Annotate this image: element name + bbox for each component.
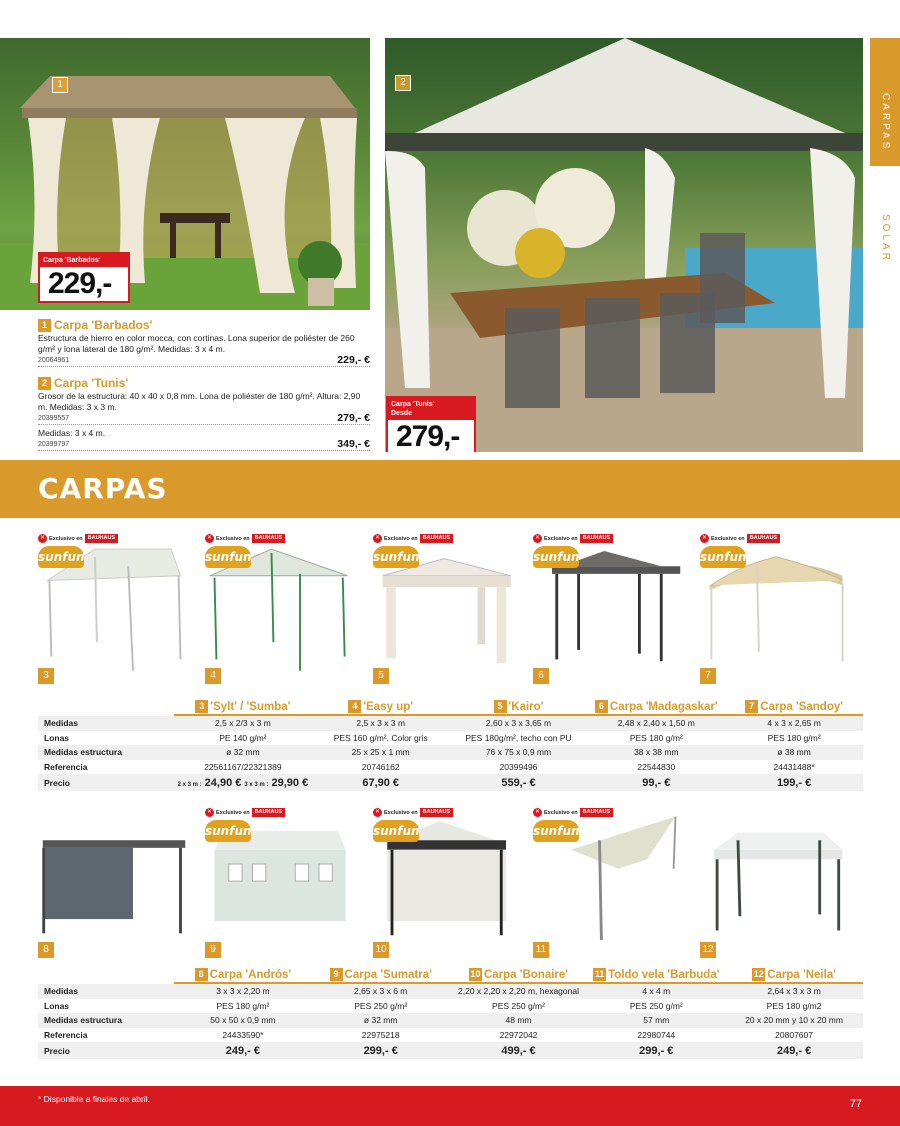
sunfun-logo: sunfun [205, 820, 251, 842]
table-cell: 20807607 [775, 1029, 813, 1040]
sunfun-logo: sunfun [700, 546, 746, 568]
sunfun-logo: sunfun [373, 546, 419, 568]
product-photo-tunis [385, 38, 863, 452]
table-cell: 48 mm [505, 1015, 532, 1026]
product-thumbnail-11 [533, 808, 685, 958]
column-name: Carpa 'Madagaskar' [609, 701, 718, 713]
column-name: Carpa 'Sumatra' [344, 969, 432, 981]
table-cell-price: 559,- € [501, 776, 536, 789]
row-label: Lonas [44, 732, 70, 743]
product-reference: 20399557 [38, 415, 70, 422]
thumbnail-number: 9 [205, 942, 221, 958]
column-title-4 [312, 698, 450, 716]
column-number: 9 [330, 968, 343, 981]
column-number: 8 [195, 968, 208, 981]
bauhaus-x-icon: ✕ [374, 809, 381, 815]
table-cell: 2,48 x 2,40 x 1,50 m [617, 718, 695, 729]
product-thumbnail-12 [700, 808, 852, 958]
column-title-7 [725, 698, 863, 716]
spec-table-1 [38, 698, 863, 791]
product-number: 1 [38, 319, 51, 332]
table-cell: PES 180g/m², techo con PU [465, 732, 572, 743]
product-reference: 20064961 [38, 357, 70, 364]
row-label: Lonas [44, 1000, 70, 1011]
table-cell-price: 199,- € [776, 776, 812, 789]
bauhaus-x-icon: ✕ [206, 809, 213, 815]
product-title [38, 376, 370, 391]
column-title-8 [174, 966, 312, 984]
sunfun-logo: sunfun [373, 820, 419, 842]
sunfun-logo: sunfun [533, 820, 579, 842]
column-name: 'Easy up' [363, 701, 413, 713]
table-cell: 22972042 [499, 1029, 538, 1040]
thumbnail-number: 6 [533, 668, 549, 684]
row-label: Medidas [44, 718, 79, 729]
column-title-11 [587, 966, 725, 984]
exclusive-text: Exclusivo en [544, 535, 578, 542]
product-thumbnail-4 [205, 534, 357, 684]
bauhaus-x-icon: ✕ [534, 535, 541, 541]
exclusive-badge [205, 808, 285, 817]
column-number: 4 [348, 700, 361, 713]
row-label: Referencia [44, 1029, 88, 1040]
spec-header-blank [38, 966, 174, 984]
table-cell: PES 160 g/m². Color gris [333, 732, 428, 743]
exclusive-text: Exclusivo en [384, 809, 418, 816]
spec-row-referencia [38, 760, 863, 775]
bauhaus-logo: BAUHAUS [420, 534, 454, 543]
table-cell: PE 140 g/m² [219, 732, 267, 743]
table-cell: 2,64 x 3 x 3 m [767, 986, 821, 997]
thumbnail-number: 7 [700, 668, 716, 684]
product-number: 2 [38, 377, 51, 390]
table-cell: 3 x 3 x 2,20 m [216, 986, 270, 997]
table-cell: 57 mm [643, 1015, 670, 1026]
table-cell: PES 250 g/m² [629, 1000, 683, 1011]
exclusive-badge [700, 534, 780, 543]
row-label: Medidas estructura [44, 1015, 122, 1026]
column-number: 11 [594, 969, 605, 979]
product-title [38, 318, 370, 333]
price-value: 29,90 € [271, 776, 309, 789]
table-cell: 24433590* [222, 1029, 264, 1040]
table-cell: ø 38 mm [777, 747, 811, 758]
price-tag-label [388, 398, 474, 420]
price-tag-label-text: Carpa 'Tunis' [391, 401, 435, 408]
spec-table-header [38, 698, 863, 716]
column-title-3 [174, 698, 312, 716]
row-label: Medidas estructura [44, 747, 122, 758]
table-cell: 20746162 [361, 761, 400, 772]
row-label: Referencia [44, 761, 88, 772]
column-name: 'Sylt' / 'Sumba' [210, 701, 291, 713]
price-tag-sub: Desde [391, 410, 413, 417]
thumbnail-number: 4 [205, 668, 221, 684]
exclusive-text: Exclusivo en [216, 809, 250, 816]
product-extra-description: Medidas: 3 x 4 m. [38, 428, 106, 438]
table-cell: 2,65 x 3 x 6 m [354, 986, 408, 997]
column-number: 12 [753, 969, 764, 979]
exclusive-text: Exclusivo en [49, 535, 83, 542]
product-thumbnail-10 [373, 808, 525, 958]
spec-table-header [38, 966, 863, 984]
column-name: Carpa 'Sandoy' [760, 701, 843, 713]
section-title: CARPAS [38, 472, 168, 505]
spec-row-medidas [38, 716, 863, 731]
spec-row-precio [38, 1042, 863, 1059]
price-tag-amount: 279,- [396, 420, 460, 452]
table-cell: 24431488* [773, 761, 815, 772]
product-thumbnail-5 [373, 534, 525, 684]
product-name: Carpa 'Barbados' [54, 318, 153, 332]
bauhaus-x-icon: ✕ [39, 535, 46, 541]
page-number: 77 [849, 1098, 862, 1110]
product-description: Estructura de hierro en color mocca, con cortinas. Lona superior de poliéster de 260 g/m² y lona lateral de 180 g/m². Medidas: 3 x 4 m. [38, 333, 355, 354]
spec-row-estructura [38, 1013, 863, 1028]
column-number: 6 [595, 700, 608, 713]
thumbnail-number: 5 [373, 668, 389, 684]
spec-row-lonas [38, 999, 863, 1014]
column-name: Carpa 'Bonaire' [483, 969, 569, 981]
row-label: Medidas [44, 986, 79, 997]
column-name: Carpa 'Andrós' [209, 969, 292, 981]
thumbnail-number: 11 [533, 942, 549, 958]
table-cell: 4 x 4 m [642, 986, 671, 997]
price-tag-tunis [386, 396, 476, 452]
bauhaus-logo: BAUHAUS [747, 534, 781, 543]
table-cell-price: 99,- € [642, 776, 671, 789]
table-cell: 20399496 [499, 761, 538, 772]
table-cell-price: 499,- € [501, 1044, 536, 1057]
spec-row-referencia [38, 1028, 863, 1043]
row-label: Precio [44, 777, 70, 788]
spec-row-estructura [38, 745, 863, 760]
spec-table-2 [38, 966, 863, 1059]
product-thumbnail-3 [38, 534, 190, 684]
table-cell: PES 250 g/m² [492, 1000, 545, 1011]
table-cell: 50 x 50 x 0,9 mm [210, 1015, 276, 1026]
section-band [0, 460, 900, 518]
sunfun-logo: sunfun [205, 546, 251, 568]
row-label: Precio [44, 1045, 70, 1056]
side-tab-carpas[interactable]: CARPAS [870, 38, 900, 166]
sunfun-logo: sunfun [533, 546, 579, 568]
table-cell: PES 250 g/m² [354, 1000, 408, 1011]
table-cell: 22975218 [361, 1029, 400, 1040]
page-footer [0, 1086, 900, 1126]
spec-row-precio [38, 774, 863, 791]
table-cell: ø 32 mm [363, 1015, 398, 1026]
bauhaus-logo: BAUHAUS [85, 534, 119, 543]
table-cell: 25 x 25 x 1 mm [351, 747, 410, 758]
exclusive-badge [205, 534, 285, 543]
product-thumbnail-7 [700, 534, 852, 684]
thumbnail-number: 3 [38, 668, 54, 684]
product-extra-reference: 20399797 [38, 441, 70, 448]
bauhaus-logo: BAUHAUS [252, 808, 286, 817]
product-photo-barbados [0, 38, 370, 310]
spec-header-blank [38, 698, 174, 716]
exclusive-badge [533, 534, 613, 543]
photo-number-badge: 1 [52, 77, 68, 93]
product-price: 229,- € [337, 354, 370, 366]
column-title-5 [450, 698, 588, 716]
table-cell: PES 180 g/m2 [766, 1000, 822, 1011]
spec-row-medidas [38, 984, 863, 999]
exclusive-text: Exclusivo en [384, 535, 418, 542]
column-name: 'Kairo' [508, 701, 544, 713]
bauhaus-x-icon: ✕ [206, 535, 213, 541]
thumbnail-number: 10 [373, 942, 389, 958]
table-cell: PES 180 g/m² [767, 732, 821, 743]
spec-row-lonas [38, 731, 863, 746]
side-tab-solar[interactable]: SOLAR [870, 200, 900, 270]
table-cell: ø 32 mm [226, 747, 260, 758]
price-size-label: 3 x 3 m : [244, 781, 269, 788]
table-cell-price: 299,- € [363, 1044, 398, 1057]
column-number: 3 [195, 700, 208, 713]
bauhaus-logo: BAUHAUS [420, 808, 454, 817]
gazebo-illustration [38, 808, 190, 958]
price-tag-amount: 229,- [48, 267, 112, 300]
footnote: * Disponible a finales de abril. [38, 1094, 150, 1104]
column-name: Carpa 'Neila' [767, 969, 836, 981]
product-thumbnail-9 [205, 808, 357, 958]
table-cell: 4 x 3 x 2,65 m [767, 718, 821, 729]
bauhaus-x-icon: ✕ [701, 535, 708, 541]
column-title-6 [587, 698, 725, 716]
price-tag-label: Carpa 'Barbados' [40, 254, 128, 267]
column-number: 10 [470, 969, 481, 979]
exclusive-badge [38, 534, 118, 543]
table-cell: 2,20 x 2,20 x 2,20 m, hexagonal [458, 986, 579, 997]
bauhaus-x-icon: ✕ [374, 535, 381, 541]
sunfun-logo: sunfun [38, 546, 84, 568]
table-cell: 38 x 38 mm [634, 747, 679, 758]
table-cell: 2,5 x 3 x 3 m [356, 718, 406, 729]
thumbnail-number: 12 [700, 942, 716, 958]
table-cell: PES 180 g/m² [216, 1000, 270, 1011]
product-extra-price-row [38, 439, 370, 451]
product-price: 279,- € [337, 412, 370, 424]
column-title-10 [450, 966, 588, 984]
table-cell: 22544830 [637, 761, 676, 772]
exclusive-badge [533, 808, 613, 817]
table-cell-price: 299,- € [639, 1044, 674, 1057]
gazebo-illustration [700, 808, 852, 958]
table-cell-price-dual [174, 777, 312, 789]
exclusive-badge [373, 808, 453, 817]
table-cell: PES 180 g/m² [629, 732, 683, 743]
bauhaus-x-icon: ✕ [534, 809, 541, 815]
intro-product-tunis [38, 376, 370, 451]
column-title-12 [725, 966, 863, 984]
table-cell-price: 249,- € [776, 1044, 812, 1057]
exclusive-text: Exclusivo en [216, 535, 250, 542]
table-cell: 76 x 75 x 0,9 mm [485, 747, 552, 758]
price-tag-barbados [38, 252, 130, 303]
product-price-row [38, 355, 370, 367]
bauhaus-logo: BAUHAUS [580, 808, 614, 817]
column-title-9 [312, 966, 450, 984]
intro-product-barbados [38, 318, 370, 367]
product-thumbnail-6 [533, 534, 685, 684]
price-size-label: 2 x 3 m : [177, 781, 202, 788]
gazebo-tunis-illustration [385, 38, 863, 452]
table-cell: 22561167/22321389 [204, 761, 282, 772]
photo-number-badge: 2 [395, 75, 411, 91]
product-description: Grosor de la estructura: 40 x 40 x 0,8 mm. Lona de poliéster de 180 g/m². Altura: 2,90 m. Medidas: 3 x 3 m. [38, 391, 361, 412]
exclusive-badge [373, 534, 453, 543]
bauhaus-logo: BAUHAUS [252, 534, 286, 543]
table-cell-price: 67,90 € [362, 776, 400, 789]
column-number: 7 [745, 700, 758, 713]
product-name: Carpa 'Tunis' [54, 376, 129, 390]
exclusive-text: Exclusivo en [544, 809, 578, 816]
product-price-row [38, 413, 370, 425]
table-cell: 22980744 [637, 1029, 676, 1040]
product-extra-price: 349,- € [337, 438, 370, 450]
column-name: Toldo vela 'Barbuda' [608, 969, 720, 981]
table-cell: 2,5 x 2/3 x 3 m [215, 718, 271, 729]
bauhaus-logo: BAUHAUS [580, 534, 614, 543]
exclusive-text: Exclusivo en [711, 535, 745, 542]
price-value: 24,90 € [204, 776, 242, 789]
product-thumbnail-8 [38, 808, 190, 958]
thumbnail-number: 8 [38, 942, 54, 958]
table-cell: 2,60 x 3 x 3,65 m [485, 718, 552, 729]
column-number: 5 [494, 700, 507, 713]
table-cell: 20 x 20 mm y 10 x 20 mm [745, 1015, 843, 1026]
table-cell-price: 249,- € [225, 1044, 261, 1057]
